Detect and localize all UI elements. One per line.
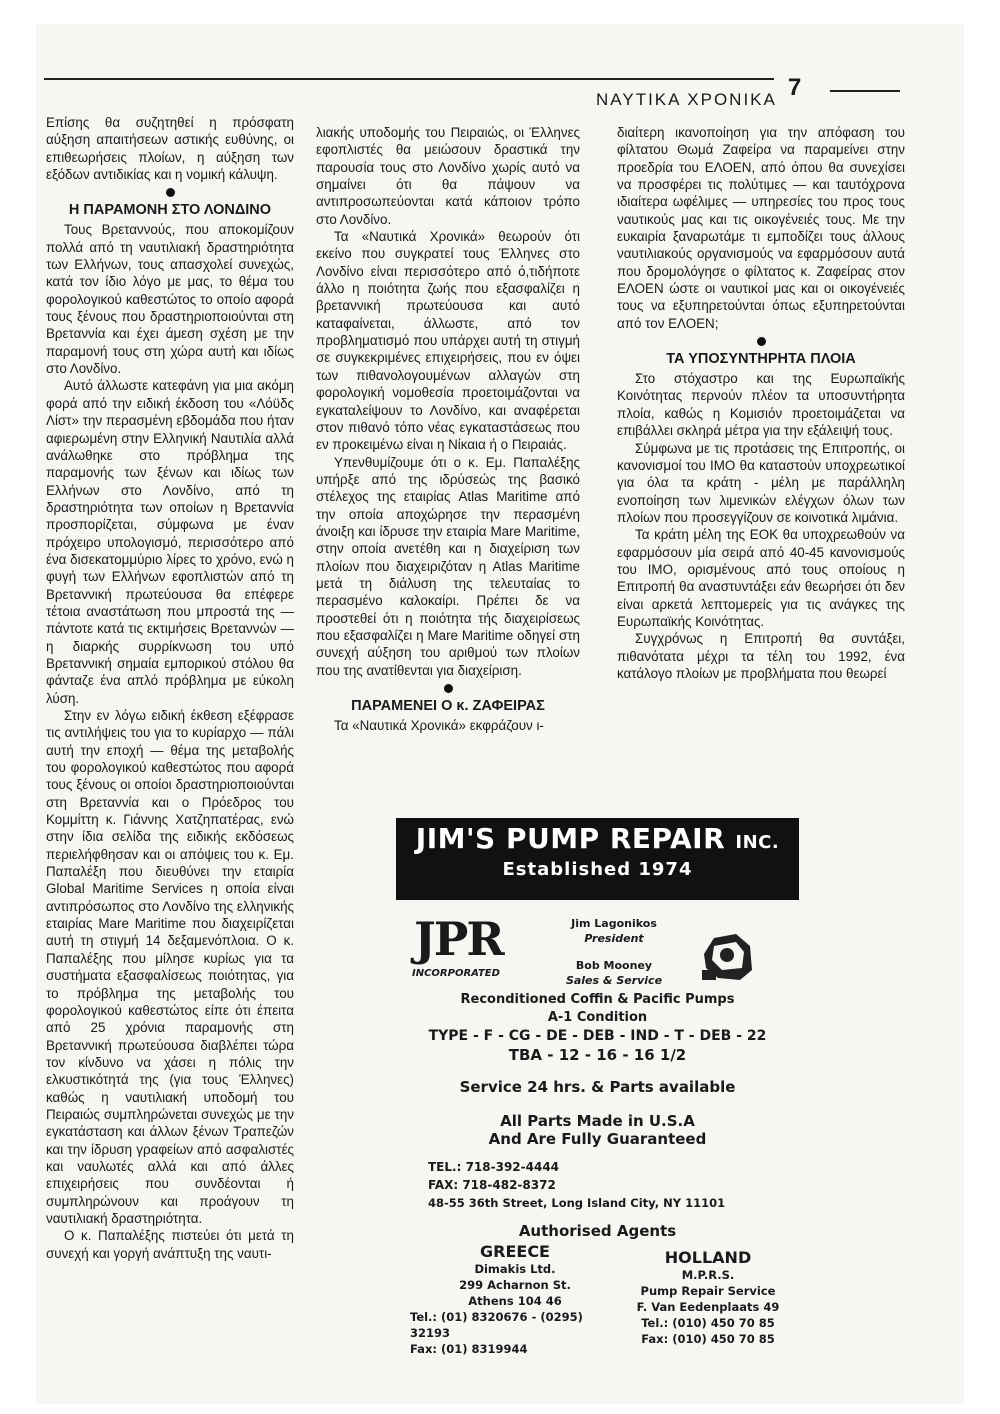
article-paragraph: λιακής υποδομής του Πειραιώς, οι Έλληνες εφοπλιστές θα μειώσουν δραστικά την παρουσία τους στο Λονδίνο χωρίς αυτό να σημαίνει ότι θα πάψουν να αντιπροσωπεύονται κατά κάποιον τρόπο στο Λονδίνο. <box>316 125 580 227</box>
section-heading: ΠΑΡΑΜΕΝΕΙ Ο κ. ΖΑΦΕΙΡΑΣ <box>351 698 545 714</box>
article-paragraph: Τα «Ναυτικά Χρονικά» εκφράζουν ι- <box>334 718 544 733</box>
logo-subtitle: INCORPORATED <box>412 968 500 979</box>
article-paragraph: Τους Βρεταννούς, που αποκομίζουν πολλά από τη ναυτιλιακή δραστηριότητα των Ελλήνων, τους απασχολεί συνεχώς, κατά τον ίδιο λόγο με μας, το θέμα του φορολογικού καθεστώτος το οποίο αφορά τους ξένους που δραστηριοποιούνται στη Βρεταννία και έχει άμεση σχέση με την παραμονή τους στη χώρα αυτή και ιδίως στο Λονδίνο. <box>46 222 294 377</box>
ad-fax: FAX: 718-482-8372 <box>428 1178 556 1192</box>
ad-company-main: JIM'S PUMP REPAIR <box>415 822 726 855</box>
contact-president-role: President <box>584 932 644 945</box>
ad-made-usa-line: All Parts Made in U.S.A <box>500 1112 695 1130</box>
pump-repair-advertisement <box>396 818 799 1356</box>
ad-company-suffix: INC. <box>735 832 780 853</box>
section-bullet <box>757 337 766 346</box>
agent-greece-tel: Tel.: (01) 8320676 - (0295) 32193 <box>410 1310 583 1340</box>
section-bullet <box>444 684 453 693</box>
agent-greece-country: GREECE <box>480 1242 550 1261</box>
article-paragraph: Συγχρόνως η Επιτροπή θα συντάξει, πιθανότατα μέχρι τα τέλη του 1992, ένα κατάλογο πλοίων με προβλήματα που θεωρεί <box>617 631 905 681</box>
jpr-logo <box>408 912 530 986</box>
agent-holland-name: M.P.R.S. <box>681 1268 735 1282</box>
article-paragraph: Επίσης θα συζητηθεί η πρόσφατη αύξηση απαιτήσεων αστικής ευθύνης, οι επιθεωρήσεις πλοίων, η αύξηση των εξόδων αντιδικίας και η νομική κάλυψη. <box>46 115 294 183</box>
ad-address: 48-55 36th Street, Long Island City, NY 11101 <box>428 1196 726 1210</box>
agent-greece <box>410 1242 620 1357</box>
ad-body <box>396 900 799 1356</box>
agent-holland <box>628 1248 788 1347</box>
article-paragraph: Αυτό άλλωστε κατεφάνη για μια ακόμη φορά από την ειδική έκδοση του «Λόϋδς Λίστ» την περασμένη εβδομάδα που ήταν αφιερωμένη στην Ελληνική Ναυτιλία αλλά ανάλωθηκε στο πρόβλημα της παραμονής των ξένων και ιδίως των Ελλήνων στο Λονδίνο, από τη δραστηριότητα των οποίων η Βρεταννία προσπορίζεται, σύμφωνα με έναν πρόχειρο υπολογισμό, περισσότερο από ένα δισεκατομμύριο λίρες το χρόνο, ενώ η φυγή των Ελλήνων εφοπλιστών από τη Βρεταννική πρωτεύουσα θα επέφερε τέτοια αναστάτωση που μπροστά της — πάντοτε κατά τις εκτιμήσεις Βρεταννών — η διαρκής συρρίκνωση του υπό Βρεταννική σημαία εμπορικού στόλου θα φάνταζε ένα απλό πρόβλημα με εύκολη λύση. <box>46 378 294 706</box>
ad-tel: TEL.: 718-392-4444 <box>428 1160 560 1174</box>
ad-established: Established 1974 <box>502 859 693 880</box>
section-heading: Η ΠΑΡΑΜΟΝΗ ΣΤΟ ΛΟΝΔΙΝΟ <box>68 202 272 219</box>
article-column-1 <box>46 114 294 1262</box>
article-paragraph: διαίτερη ικανοποίηση για την απόφαση του φίλτατου Θωμά Ζαφείρα να παραμείνει στην προεδρία του ΕΛΟΕΝ, από όπου θα συνεχίσει να προσφέρει τις πολύτιμες — και ταυτόχρονα ιδιαίτερα ωφέλιμες — υπηρεσίες του προς τους ναυτικούς μας και τις οικογένειές τους. Με την ευκαιρία ξαναρωτάμε τι εμποδίζει τους άλλους ναυτιλιακούς οργανισμούς να εφαρμόσουν αυτά που δρομολόγησε ο φίλτατος κ. Ζαφείρας στον ΕΛΟΕΝ ώστε οι ναυτικοί μας και οι οικογένειές τους να εξυπηρετούνται όπως εξυπηρετούνται από τον ΕΛΟΕΝ; <box>617 125 905 331</box>
header-rule-left <box>44 78 774 80</box>
publication-title: ΝΑΥΤΙΚΑ ΧΡΟΝΙΚΑ <box>596 90 777 109</box>
article-column-3 <box>617 124 905 682</box>
ad-contacts <box>544 916 684 988</box>
ad-banner <box>396 818 799 900</box>
ad-reconditioned-line: Reconditioned Coffin & Pacific Pumps <box>460 992 735 1007</box>
agent-holland-country: HOLLAND <box>664 1248 752 1267</box>
contact-sales-role: Sales & Service <box>565 974 663 987</box>
article-column-2 <box>316 124 580 734</box>
ad-service-line: Service 24 hrs. & Parts available <box>459 1078 736 1096</box>
ad-condition-line: A-1 Condition <box>547 1010 648 1025</box>
ad-us-contact <box>428 1158 725 1212</box>
logo-letters: JPR <box>414 912 503 966</box>
article-paragraph: Στην εν λόγω ειδική έκθεση εξέφρασε τις αντιλήψεις του για το κυρίαρχο — πάλι αυτή την εποχή — θέμα της μεταβολής του φορολογικού καθεστώτος που αφορά τους ξένους οι οποίοι δραστηριοποιούνται στη Βρεταννία και ο Πρόεδρος του Κομμίττη κ. Γιάννης Χατζηπατέρας, ενώ στην ίδια σελίδα της ειδικής εκδόσεως περιελήφθησαν και οι απόψεις του κ. Εμ. Παπαλέξη που διευθύνει την εταιρία Global Maritime Services η οποία είναι αντιπρόσωπος στο Λονδίνο της ελληνικής εταιρίας Mare Maritime που διαχειρίζεται αυτή τη στιγμή 14 δεξαμενόπλοια. Ο κ. Παπαλέξης που μίλησε κυρίως για τα συστήματα εξασφαλίσεως ποιότητας, για το πρόβλημα της μεταβολής του φορολογικού καθεστώτος είπε ότι έπειτα από 25 χρόνια παραμονής στη Βρεταννική πρωτεύουσα διαβλέπει τώρα τον κίνδυνο να χάσει η πόλις την ελκυστικότητά της (για τους Έλληνες) καθώς η ναυτιλιακή υποδομή του Πειραιώς συμπληρώνεται συνεχώς με την εγκατάσταση και άλλων ξένων Τραπεζών και την ίδρυση γραφείων από ασφαλιστές και ναυλωτές αλλά και από άλλες επιχειρήσεις που συνδέονται ή συμπληρώνουν και προάγουν τη ναυτιλιακή δραστηριότητα. <box>46 708 294 1226</box>
agent-greece-city: Athens 104 46 <box>468 1294 562 1308</box>
ad-guaranteed-line: And Are Fully Guaranteed <box>488 1130 707 1148</box>
section-bullet <box>166 188 175 197</box>
pump-icon <box>696 924 758 986</box>
article-paragraph: Τα κράτη μέλη της ΕΟΚ θα υποχρεωθούν να εφαρμόσουν μία σειρά από 40-45 κανονισμούς του ΙΜΟ, ορισμένους από τους οποίους η Επιτροπή θα αναστυντάξει εάν θεωρήσει ότι δεν είναι αρκετά λεπτομερείς για τις ανάγκες της Ευρωπαϊκής Κοινότητας. <box>617 527 905 629</box>
contact-president-name: Jim Lagonikos <box>571 917 657 930</box>
article-paragraph: Στο στόχαστρο και της Ευρωπαϊκής Κοινότητας περνούν πλέον τα υποσυντήρητα πλοία, καθώς η Κομισιόν προετοιμάζεται να επιβάλλει σκληρά μέτρα για την εξάλειψή τους. <box>617 371 905 439</box>
article-paragraph: Ο κ. Παπαλέξης πιστεύει ότι μετά τη συνεχή και γοργή ανάπτυξη της ναυτι- <box>46 1228 294 1261</box>
contact-sales-name: Bob Mooney <box>575 959 653 972</box>
ad-company-name <box>396 822 799 855</box>
ad-agents-title: Authorised Agents <box>518 1222 677 1240</box>
header-rule-right <box>830 90 900 92</box>
agent-greece-street: 299 Acharnon St. <box>459 1278 571 1292</box>
agent-holland-tel: Tel.: (010) 450 70 85 <box>641 1316 775 1330</box>
page-number: 7 <box>788 74 802 101</box>
agent-greece-name: Dimakis Ltd. <box>474 1262 556 1276</box>
section-heading: ΤΑ ΥΠΟΣΥΝΤΗΡΗΤΑ ΠΛΟΙΑ <box>666 351 856 368</box>
agent-greece-fax: Fax: (01) 8319944 <box>410 1342 528 1356</box>
agent-holland-fax: Fax: (010) 450 70 85 <box>641 1332 775 1346</box>
ad-types-line: TYPE - F - CG - DE - DEB - IND - T - DEB - 22 <box>428 1028 767 1044</box>
ad-tba-line: TBA - 12 - 16 - 16 1/2 <box>508 1046 687 1064</box>
article-paragraph: Υπενθυμίζουμε ότι ο κ. Εμ. Παπαλέξης υπήρξε από της ιδρύσεώς της βασικό στέλεχος της εταιρίας Atlas Maritime από την οποία αποχώρησε την περασμένη άνοιξη και ίδρυσε την εταιρία Mare Maritime, στην οποία ανετέθη και η διαχείριση των πλοίων που διαχειριζόταν η Atlas Maritime μετά τη διάλυση της τελευταίας το περασμένο καλοκαίρι. Πρέπει δε να προστεθεί ότι η ποιότητα τής διαχειρίσεως που εξασφαλίζει η Mare Maritime οδηγεί στη συνεχή αύξηση του αριθμού των πλοίων που της ανατίθενται για διαχείριση. <box>316 454 580 678</box>
article-paragraph: Τα «Ναυτικά Χρονικά» θεωρούν ότι εκείνο που συγκρατεί τους Έλληνες στο Λονδίνο είναι περισσότερο από ό,τιδήποτε άλλο η ποιότητα ζωής που εξασφαλίζει η βρεταννική πρωτεύουσα και αυτό καταφαίνεται, άλλωστε, από τον προβληματισμό που υπάρχει αυτή τη στιγμή σε συγκεκριμένες επιχειρήσεις, που εν όψει των πιθανολογουμένων αλλαγών στη φορολογική νομοθεσία προετοιμάζονται να εγκαταλείψουν το Λονδίνο, και αναφέρεται στον πιθανό τόπο νέας εγκαταστάσεως που εν προκειμένω είναι η Νίκαια ή ο Πειραιάς. <box>316 229 580 453</box>
article-paragraph: Σύμφωνα με τις προτάσεις της Επιτροπής, οι κανονισμοί του ΙΜΟ θα καταστούν υποχρεωτικοί για όλα τα κράτη - μέλη με παράλληλη ενοποίηση των λιμενικών ελέγχων όλων των πλοίων που προσεγγίζουν σε κοινοτικά λιμάνια. <box>617 440 905 525</box>
agent-holland-street: F. Van Eedenplaats 49 <box>636 1300 780 1314</box>
agent-holland-company: Pump Repair Service <box>640 1284 776 1298</box>
